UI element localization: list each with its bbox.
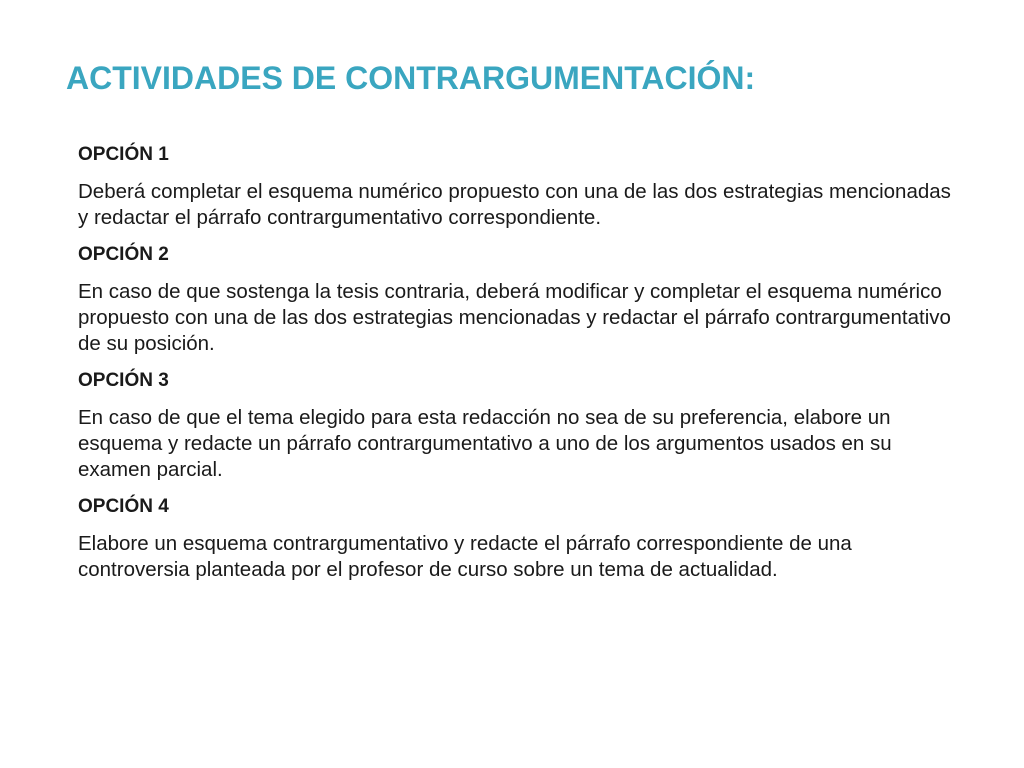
option-1 (78, 142, 958, 231)
option-1-heading: OPCIÓN 1 (78, 144, 169, 165)
slide-content (78, 142, 958, 594)
slide-title: ACTIVIDADES DE CONTRARGUMENTACIÓN: (66, 60, 756, 96)
option-4-heading: OPCIÓN 4 (78, 496, 169, 517)
option-4 (78, 494, 958, 583)
option-1-text: Deberá completar el esquema numérico propuesto con una de las dos estrategias mencionadas y redactar el párrafo contrargumentativo correspondiente. (78, 180, 951, 229)
option-2 (78, 242, 958, 357)
option-4-text: Elabore un esquema contrargumentativo y redacte el párrafo correspondiente de una controversia planteada por el profesor de curso sobre un tema de actualidad. (78, 532, 852, 581)
option-2-heading: OPCIÓN 2 (78, 244, 169, 265)
option-3-heading: OPCIÓN 3 (78, 370, 169, 391)
option-2-text: En caso de que sostenga la tesis contraria, deberá modificar y completar el esquema numérico propuesto con una de las dos estrategias mencionadas y redactar el párrafo contrargumentativo de su posición. (78, 280, 951, 355)
option-3 (78, 368, 958, 483)
option-3-text: En caso de que el tema elegido para esta redacción no sea de su preferencia, elabore un esquema y redacte un párrafo contrargumentativo a uno de los argumentos usados en su examen parcial. (78, 406, 892, 481)
